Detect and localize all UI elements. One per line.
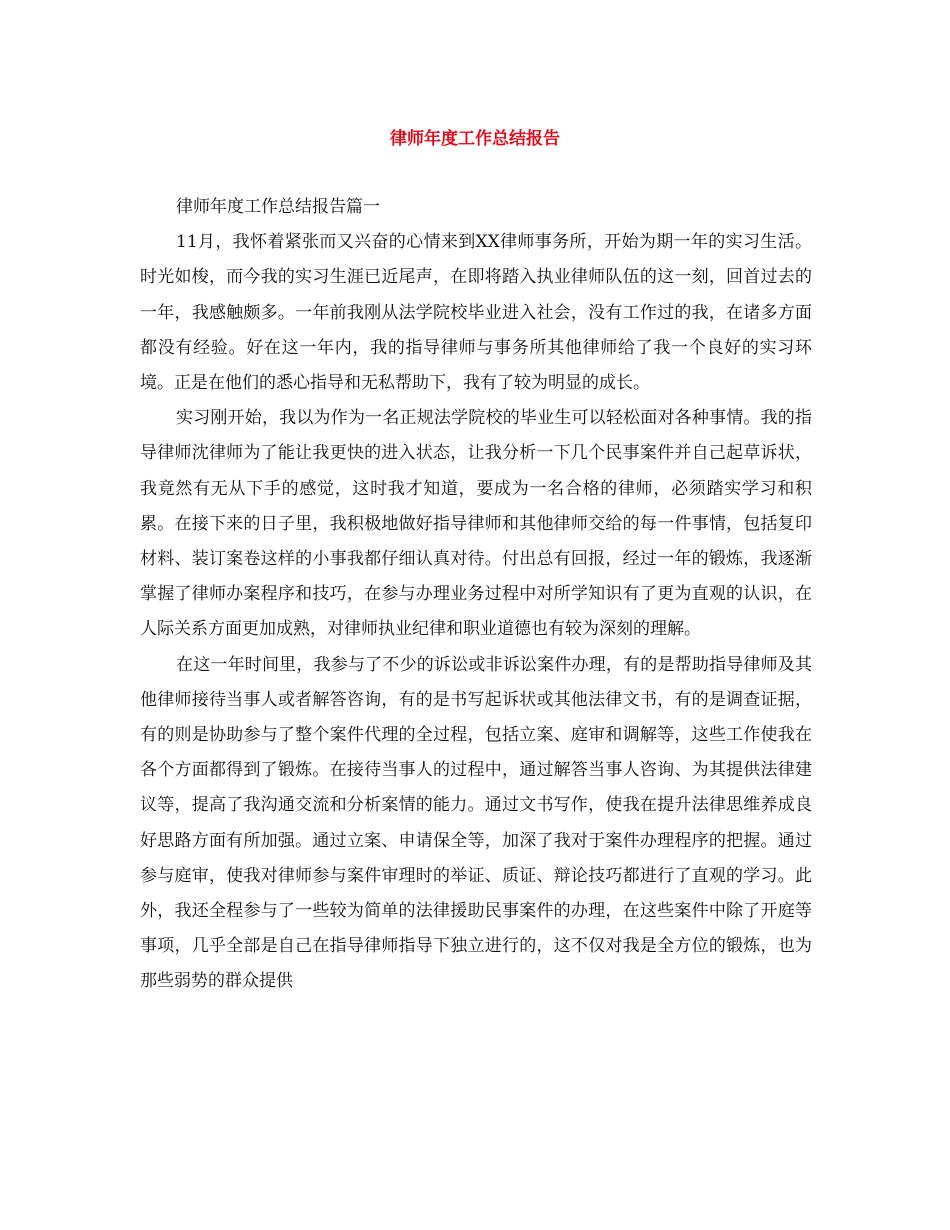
paragraph-2: 实习刚开始，我以为作为一名正规法学院校的毕业生可以轻松面对各种事情。我的指导律师沈律师为了能让我更快的进入状态，让我分析一下几个民事案件并自己起草诉状，我竟然有无从下手的感觉，这时我才知道，要成为一名合格的律师，必须踏实学习和积累。在接下来的日子里，我积极地做好指导律师和其他律师交给的每一件事情，包括复印材料、装订案卷这样的小事我都仔细认真对待。付出总有回报，经过一年的锻炼，我逐渐掌握了律师办案程序和技巧，在参与办理业务过程中对所学知识有了更为直观的认识，在人际关系方面更加成熟，对律师执业纪律和职业道德也有较为深刻的理解。	[140, 408, 812, 640]
document-title: 律师年度工作总结报告	[390, 129, 560, 149]
section-heading: 律师年度工作总结报告篇一	[176, 197, 380, 217]
paragraph-3: 在这一年时间里，我参与了不少的诉讼或非诉讼案件办理，有的是帮助指导律师及其他律师接待当事人或者解答咨询，有的是书写起诉状或其他法律文书，有的是调查证据，有的则是协助参与了整个案件代理的全过程，包括立案、庭审和调解等，这些工作使我在各个方面都得到了锻炼。在接待当事人的过程中，通过解答当事人咨询、为其提供法律建议等，提高了我沟通交流和分析案情的能力。通过文书写作，使我在提升法律思维养成良好思路方面有所加强。通过立案、申请保全等，加深了我对于案件办理程序的把握。通过参与庭审，使我对律师参与案件审理时的举证、质证、辩论技巧都进行了直观的学习。此外，我还全程参与了一些较为简单的法律援助民事案件的办理，在这些案件中除了开庭等事项，几乎全部是自己在指导律师指导下独立进行的，这不仅对我是全方位的锻炼，也为那些弱势的群众提供	[140, 654, 812, 992]
paragraph-1: 11月，我怀着紧张而又兴奋的心情来到XX律师事务所，开始为期一年的实习生活。时光如梭，而今我的实习生涯已近尾声，在即将踏入执业律师队伍的这一刻，回首过去的一年，我感触颇多。一年前我刚从法学院校毕业进入社会，没有工作过的我，在诸多方面都没有经验。好在这一年内，我的指导律师与事务所其他律师给了我一个良好的实习环境。正是在他们的悉心指导和无私帮助下，我有了较为明显的成长。	[140, 232, 812, 394]
document-body	[140, 190, 812, 1000]
